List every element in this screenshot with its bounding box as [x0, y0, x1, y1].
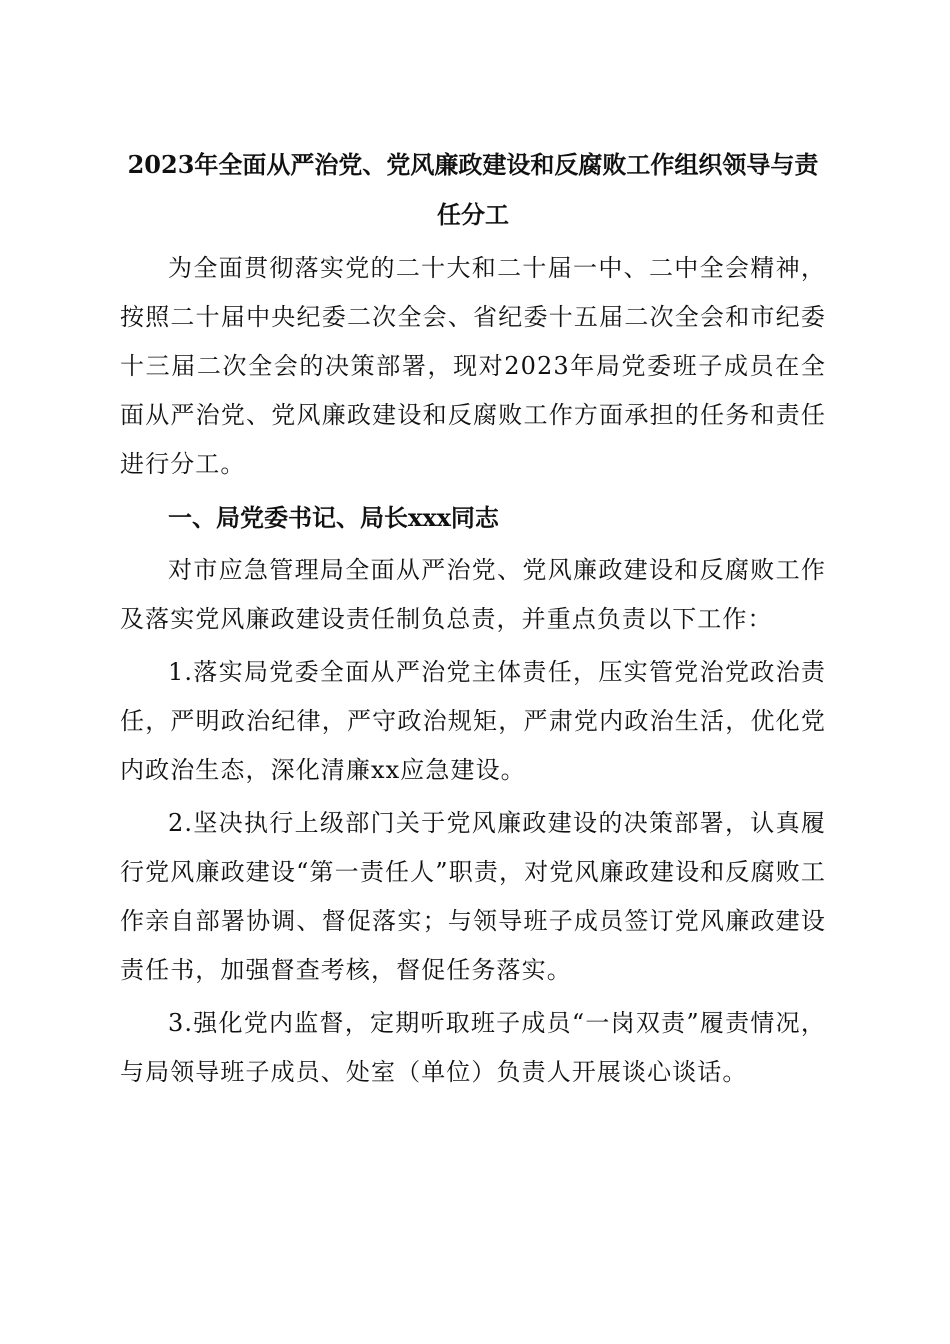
document-page [120, 140, 826, 1097]
intro-paragraph: 为全面贯彻落实党的二十大和二十届一中、二中全会精神，按照二十届中央纪委二次全会、省纪委十五届二次全会和市纪委十三届二次全会的决策部署，现对2023年局党委班子成员在全面从严治党、党风廉政建设和反腐败工作方面承担的任务和责任进行分工。 [120, 254, 826, 478]
list-item: 2.坚决执行上级部门关于党风廉政建设的决策部署，认真履行党风廉政建设“第一责任人”职责，对党风廉政建设和反腐败工作亲自部署协调、督促落实；与领导班子成员签订党风廉政建设责任书，加强督查考核，督促任务落实。 [120, 809, 826, 984]
section-heading: 一、局党委书记、局长xxx同志 [168, 503, 499, 532]
list-item: 1.落实局党委全面从严治党主体责任，压实管党治党政治责任，严明政治纪律，严守政治规矩，严肃党内政治生活，优化党内政治生态，深化清廉xx应急建设。 [120, 658, 826, 784]
list-item: 3.强化党内监督，定期听取班子成员“一岗双责”履责情况，与局领导班子成员、处室（单位）负责人开展谈心谈话。 [120, 1009, 826, 1086]
document-title: 2023年全面从严治党、党风廉政建设和反腐败工作组织领导与责任分工 [127, 150, 819, 229]
section-summary: 对市应急管理局全面从严治党、党风廉政建设和反腐败工作及落实党风廉政建设责任制负总责，并重点负责以下工作： [120, 556, 826, 633]
